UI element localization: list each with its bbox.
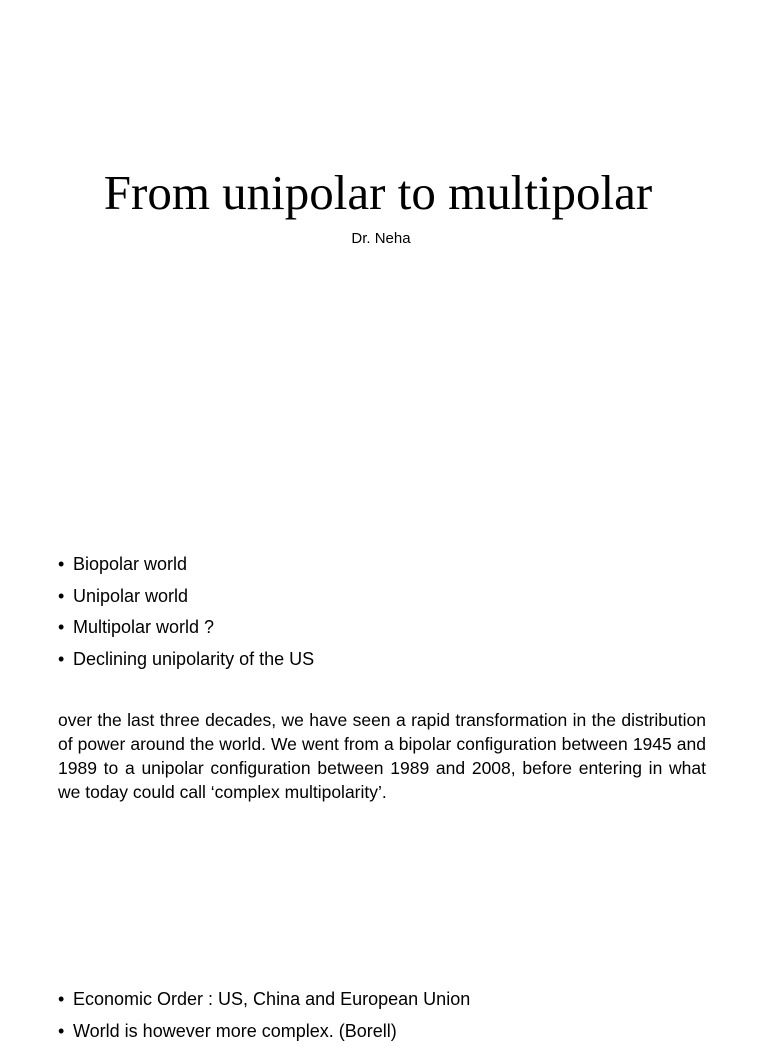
slide-title bbox=[0, 0, 768, 384]
list-item bbox=[58, 1016, 470, 1047]
bullet-icon: • bbox=[58, 1016, 64, 1047]
list-item-text: Multipolar world ? bbox=[73, 617, 214, 637]
slide-economic-order bbox=[0, 940, 768, 1024]
slide-power-distribution bbox=[0, 680, 768, 940]
bullet-icon: • bbox=[58, 984, 64, 1016]
list-item bbox=[58, 549, 314, 581]
list-item bbox=[58, 984, 470, 1016]
list-item bbox=[58, 644, 314, 676]
bullet-list bbox=[58, 984, 470, 1047]
bullet-icon: • bbox=[58, 612, 64, 644]
body-paragraph: over the last three decades, we have seen a rapid transformation in the distribution of power around the world. We went from a bipolar configuration between 1945 and 1989 to a unipolar configuration between 1989 and 2008, before entering in what we today could call ‘complex multipolarity’. bbox=[58, 708, 706, 804]
list-item-text: Economic Order : US, China and European Union bbox=[73, 989, 470, 1009]
slide-world-order-bullets bbox=[0, 384, 768, 680]
list-item-text: World is however more complex. (Borell) bbox=[73, 1021, 397, 1041]
list-item-text: Unipolar world bbox=[73, 586, 188, 606]
list-item-text: Biopolar world bbox=[73, 554, 187, 574]
bullet-icon: • bbox=[58, 581, 64, 613]
slide-title-heading: From unipolar to multipolar bbox=[0, 164, 756, 222]
bullet-icon: • bbox=[58, 644, 64, 676]
bullet-list bbox=[58, 549, 314, 675]
slide-subtitle-author: Dr. Neha bbox=[0, 229, 762, 249]
list-item-text: Declining unipolarity of the US bbox=[73, 649, 314, 669]
list-item bbox=[58, 612, 314, 644]
list-item bbox=[58, 581, 314, 613]
bullet-icon: • bbox=[58, 549, 64, 581]
